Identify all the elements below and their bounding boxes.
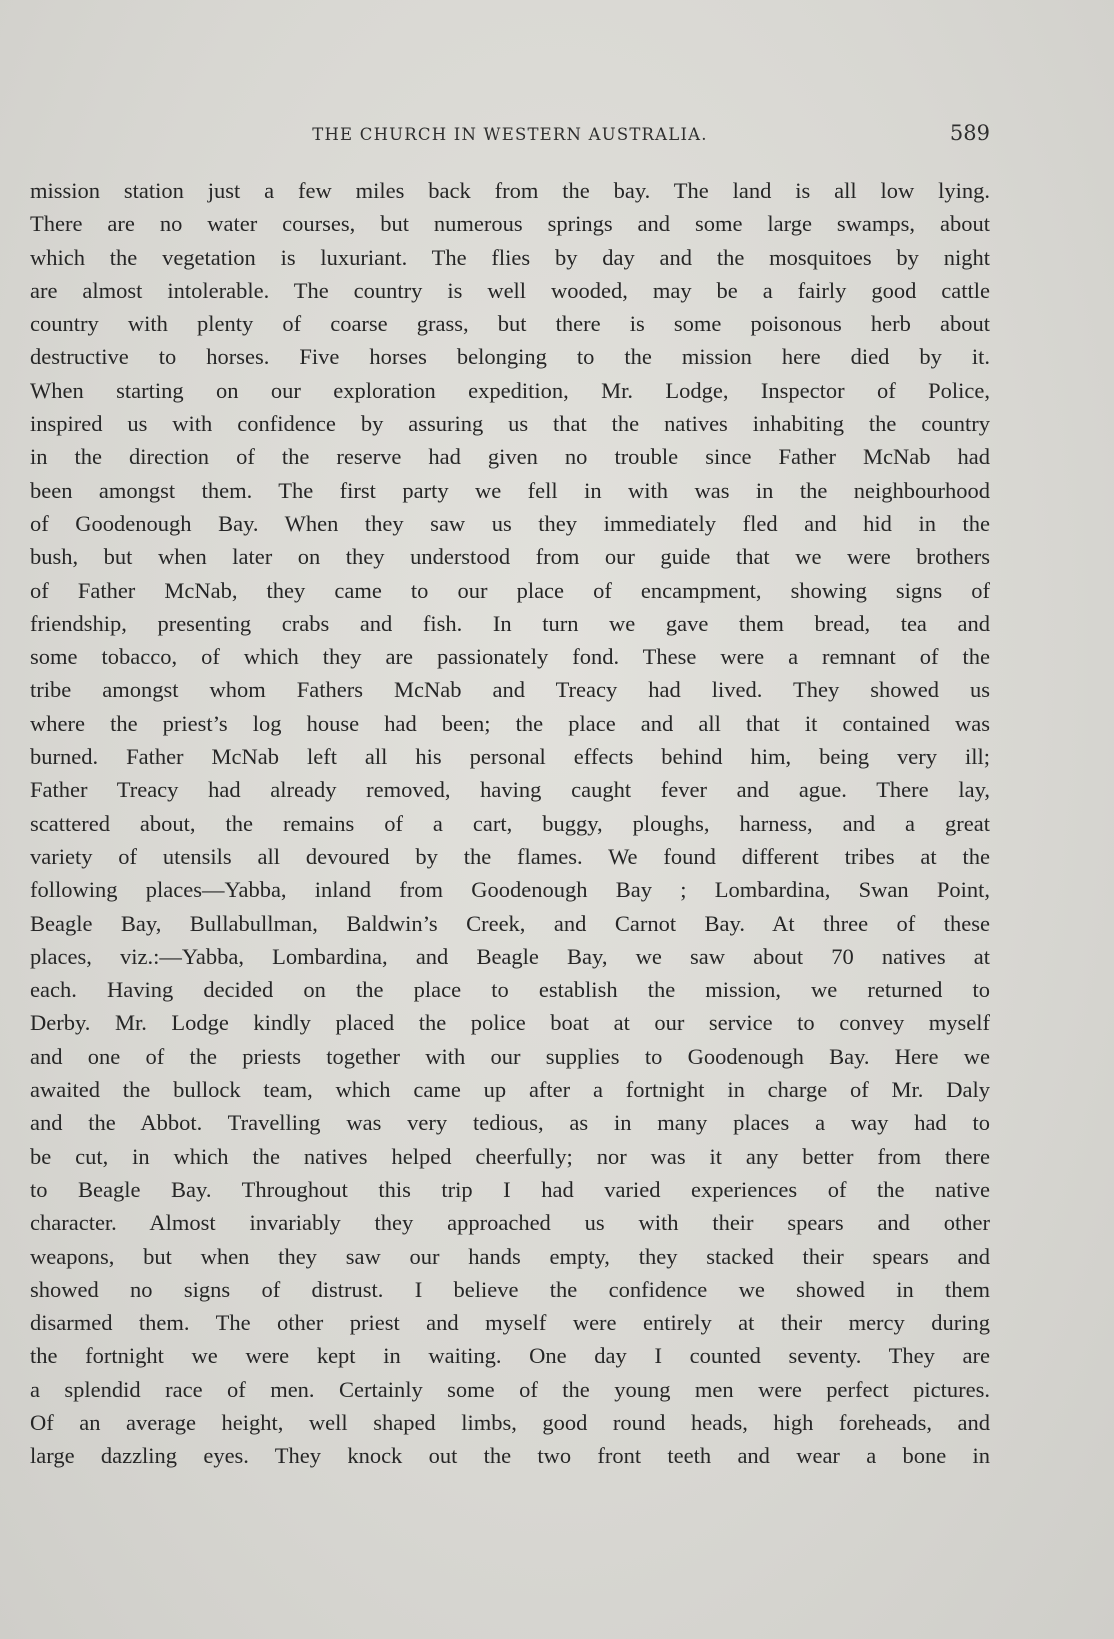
text-line: disarmed them. The other priest and myself were entirely at their mercy during [30, 1310, 990, 1336]
text-line: variety of utensils all devoured by the flames. We found different tribes at the [30, 843, 990, 869]
text-line: the fortnight we were kept in waiting. One day I counted seventy. They are [30, 1343, 990, 1369]
body-text [30, 174, 990, 1473]
text-line: places, viz.:—Yabba, Lombardina, and Beagle Bay, we saw about 70 natives at [30, 943, 990, 969]
text-line: There are no water courses, but numerous springs and some large swamps, about [30, 211, 990, 237]
text-line: awaited the bullock team, which came up after a fortnight in charge of Mr. Daly [30, 1077, 990, 1103]
text-line: When starting on our exploration expedition, Mr. Lodge, Inspector of Police, [30, 377, 990, 403]
text-line: Beagle Bay, Bullabullman, Baldwin’s Creek, and Carnot Bay. At three of these [30, 910, 990, 936]
text-line: burned. Father McNab left all his personal effects behind him, being very ill; [30, 744, 990, 770]
page-header [30, 121, 990, 151]
text-line: inspired us with confidence by assuring us that the natives inhabiting the country [30, 411, 990, 437]
text-line: and the Abbot. Travelling was very tedious, as in many places a way had to [30, 1110, 990, 1136]
text-line: friendship, presenting crabs and fish. In turn we gave them bread, tea and [30, 610, 990, 636]
text-line: been amongst them. The first party we fell in with was in the neighbourhood [30, 477, 990, 503]
text-line: tribe amongst whom Fathers McNab and Treacy had lived. They showed us [30, 677, 990, 703]
text-line: a splendid race of men. Certainly some of the young men were perfect pictures. [30, 1376, 990, 1402]
text-line: destructive to horses. Five horses belonging to the mission here died by it. [30, 344, 990, 370]
text-line: and one of the priests together with our supplies to Goodenough Bay. Here we [30, 1043, 990, 1069]
text-line: which the vegetation is luxuriant. The flies by day and the mosquitoes by night [30, 244, 990, 270]
text-line: mission station just a few miles back from the bay. The land is all low lying. [30, 178, 990, 203]
text-line: bush, but when later on they understood from our guide that we were brothers [30, 544, 990, 570]
text-line: character. Almost invariably they approached us with their spears and other [30, 1210, 990, 1236]
text-line: weapons, but when they saw our hands empty, they stacked their spears and [30, 1243, 990, 1269]
text-line: of Father McNab, they came to our place of encampment, showing signs of [30, 577, 990, 603]
text-line: in the direction of the reserve had given no trouble since Father McNab had [30, 444, 990, 470]
text-line: showed no signs of distrust. I believe the confidence we showed in them [30, 1276, 990, 1302]
text-line: to Beagle Bay. Throughout this trip I had varied experiences of the native [30, 1176, 990, 1202]
running-title: THE CHURCH IN WESTERN AUSTRALIA. [312, 125, 708, 144]
text-line: Of an average height, well shaped limbs, good round heads, high foreheads, and [30, 1409, 990, 1435]
text-line: some tobacco, of which they are passionately fond. These were a remnant of the [30, 644, 990, 670]
text-line: be cut, in which the natives helped cheerfully; nor was it any better from there [30, 1143, 990, 1169]
text-line: Father Treacy had already removed, having caught fever and ague. There lay, [30, 777, 990, 803]
text-line: are almost intolerable. The country is well wooded, may be a fairly good cattle [30, 277, 990, 303]
text-line: of Goodenough Bay. When they saw us they immediately fled and hid in the [30, 510, 990, 536]
text-line: scattered about, the remains of a cart, buggy, ploughs, harness, and a great [30, 810, 990, 836]
text-line: where the priest’s log house had been; the place and all that it contained was [30, 710, 990, 736]
text-line: each. Having decided on the place to establish the mission, we returned to [30, 977, 990, 1003]
page-number: 589 [949, 121, 990, 145]
text-line: country with plenty of coarse grass, but there is some poisonous herb about [30, 311, 990, 337]
text-line: large dazzling eyes. They knock out the two front teeth and wear a bone in [30, 1443, 990, 1469]
text-line: Derby. Mr. Lodge kindly placed the police boat at our service to convey myself [30, 1010, 990, 1036]
text-line: following places—Yabba, inland from Goodenough Bay ; Lombardina, Swan Point, [30, 877, 990, 903]
